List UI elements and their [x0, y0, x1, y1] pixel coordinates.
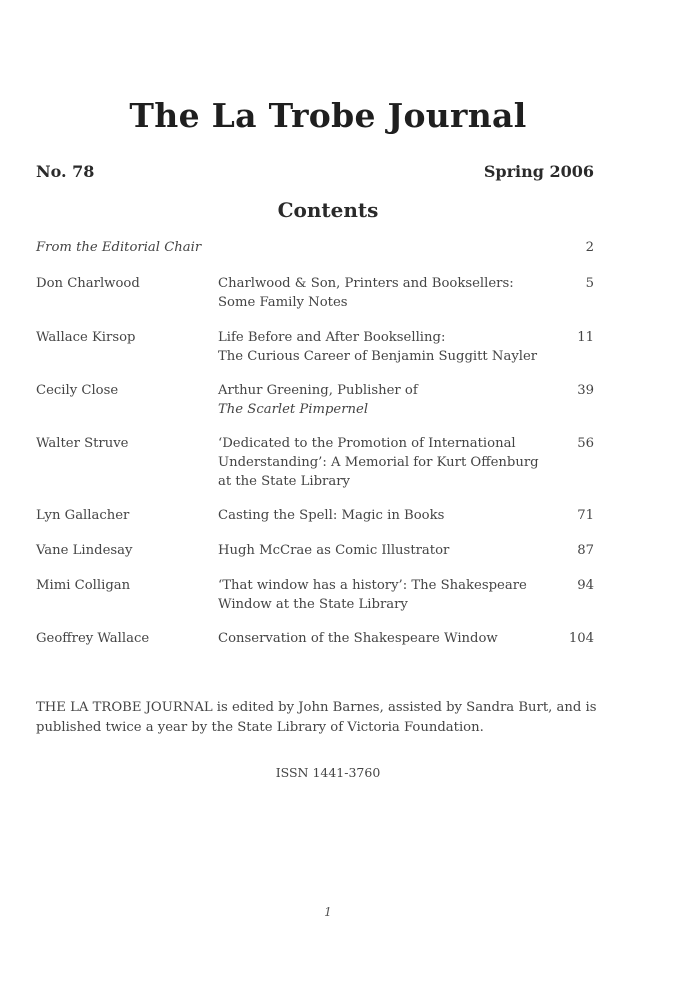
toc-article-title	[218, 274, 538, 312]
toc-page-number: 56	[577, 436, 594, 451]
toc-article-title	[218, 328, 538, 366]
toc-page-number: 71	[577, 508, 594, 523]
editorial-note-line: THE LA TROBE JOURNAL is edited by John Barnes, assisted by Sandra Burt, and is	[36, 700, 597, 715]
toc-page-number: 104	[568, 631, 594, 646]
toc-title-line: Arthur Greening, Publisher of	[218, 383, 418, 398]
toc-page-number: 94	[577, 578, 594, 593]
toc-author: Vane Lindesay	[36, 543, 133, 558]
toc-author: Wallace Kirsop	[36, 330, 136, 345]
toc-article-title	[218, 629, 538, 648]
toc-title-line: Understanding’: A Memorial for Kurt Offenburg	[218, 455, 539, 470]
toc-author: Walter Struve	[36, 436, 129, 451]
toc-author: Lyn Gallacher	[36, 508, 130, 523]
page-number: 1	[324, 905, 332, 919]
toc-title-line: ‘Dedicated to the Promotion of International	[218, 436, 516, 451]
issue-number: No. 78	[36, 162, 95, 181]
contents-heading: Contents	[277, 198, 379, 222]
issue-season: Spring 2006	[483, 162, 594, 181]
toc-article-title	[218, 506, 538, 525]
toc-page-number: 2	[585, 240, 594, 255]
toc-author: Cecily Close	[36, 383, 119, 398]
toc-author: Don Charlwood	[36, 276, 140, 291]
toc-title-line: ‘That window has a history’: The Shakespeare	[218, 578, 527, 593]
toc-title-line: Life Before and After Bookselling:	[218, 330, 446, 345]
journal-title: The La Trobe Journal	[129, 96, 527, 135]
toc-title-line: Casting the Spell: Magic in Books	[218, 508, 445, 523]
toc-title-line: Hugh McCrae as Comic Illustrator	[218, 543, 450, 558]
toc-title-line: The Scarlet Pimpernel	[218, 402, 369, 417]
toc-page-number: 87	[577, 543, 594, 558]
toc-page-number: 5	[585, 276, 594, 291]
toc-title-line: Some Family Notes	[218, 295, 348, 310]
toc-article-title	[218, 434, 538, 491]
toc-author: Geoffrey Wallace	[36, 631, 150, 646]
toc-title-line: The Curious Career of Benjamin Suggitt Nayler	[218, 349, 538, 364]
issn: ISSN 1441-3760	[275, 765, 381, 780]
toc-title-line: Charlwood & Son, Printers and Booksellers:	[218, 276, 514, 291]
toc-article-title	[218, 381, 538, 419]
toc-page-number: 39	[577, 383, 594, 398]
editorial-note-line: published twice a year by the State Library of Victoria Foundation.	[36, 720, 484, 735]
toc-editorial-label: From the Editorial Chair	[36, 240, 202, 255]
toc-title-line: Conservation of the Shakespeare Window	[218, 631, 498, 646]
toc-article-title	[218, 541, 538, 560]
toc-article-title	[218, 576, 538, 614]
toc-title-line: at the State Library	[218, 474, 350, 489]
toc-author: Mimi Colligan	[36, 578, 131, 593]
toc-page-number: 11	[577, 330, 594, 345]
editorial-note	[36, 698, 596, 738]
toc-title-line: Window at the State Library	[218, 597, 408, 612]
